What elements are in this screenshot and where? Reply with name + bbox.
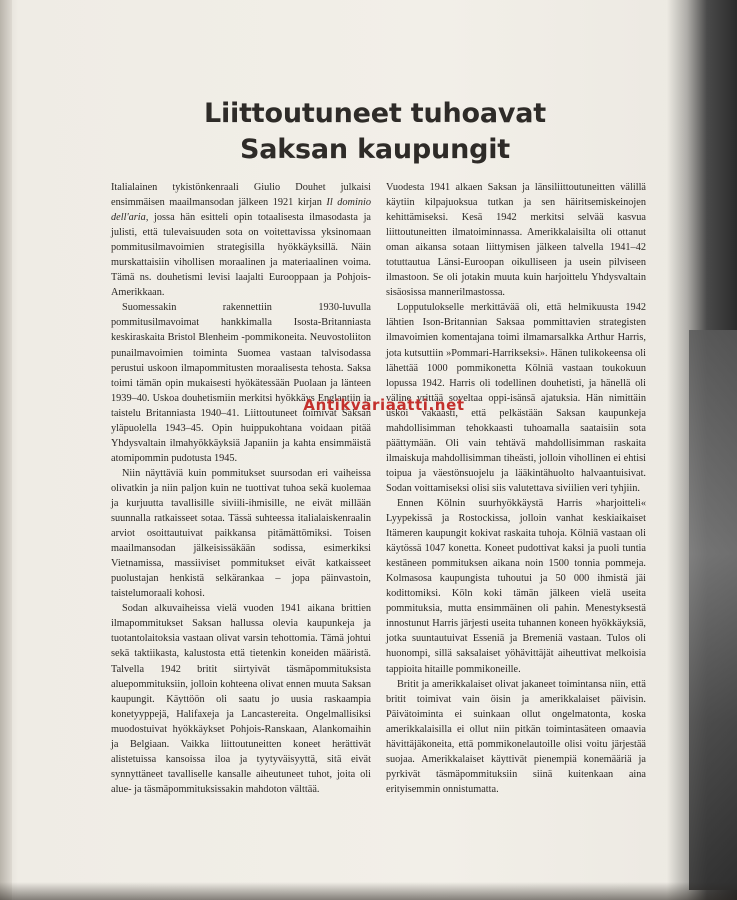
adjacent-page-edge: [667, 0, 737, 900]
right-paragraph-2: Lopputulokselle merkittävää oli, että helmikuusta 1942 lähtien Ison-Britannian Saksaa pommittavien strategisten ilmavoimien komentajana toimi ilmamarsalkka Arthur Harris, jota kutsuttiin »Pommari-Harrikseksi». Hänen tulikokeensa oli lähettää 1000 pommikonetta Kölniä vastaan toukokuun lopussa 1942. Harris oli todellinen douhetisti, ja hänellä oli väline yrittää soveltaa oppi-isänsä ajatuksia. Hän nimittäin uskoi vakaasti, että pelkästään Saksan kaupunkeja mahdollisimman tehokkaasti tuhoamalla saataisiin sota päättymään. Oli vain tehtävä mahdollisimman raskaita ilmaiskuja mahdollisimman tiheästi, jolloin vihollinen ei ehtisi toipua ja väestönsuojelu ja lääkintähuolto halvaantuisivat. Sodan voittamiseksi olisi siis valutettava siviilien veri tyhjiin.: [386, 302, 646, 494]
adjacent-photo: [689, 330, 737, 890]
left-paragraph-2: Suomessakin rakennettiin 1930-luvulla pommitusilmavoimat hankkimalla Isosta-Britanniasta keskiraskaita Bristol Blenheim -pommikoneita. Neuvostoliiton punailmavoimien toiminta Suomea vastaan talvisodassa perustui uskoon ilmapommitusten moraalisesta tehosta. Saksa toimi tämän opin mukaisesti hyökätessään Puolaan ja länteen 1939–40. Uskoa douhetismiin merkitsi hyökkäys Englantiin ja taistelu Britanniasta 1940–41. Liittoutuneet toimivat Saksan yläpuolella 1943–45. Opin huippukohtana voidaan pitää Yhdysvaltain ilmahyökkäyksiä Japaniin ja kahta ensimmäistä atomipommin pudotusta 1945.: [111, 302, 371, 464]
left-p1-text-a: Italialainen tykistönkenraali Giulio Douhet julkaisi ensimmäisen maailmansodan jälkeen 1921 kirjan: [111, 182, 371, 209]
page-gutter: [0, 0, 12, 900]
book-title-italic: Il dominio dell'aria: [111, 197, 371, 224]
title-line-2: Saksan kaupungit: [240, 134, 510, 165]
right-paragraph-1: Vuodesta 1941 alkaen Saksan ja länsiliittoutuneitten välillä käytiin kilpajuoksua tutkan ja sen häiritsemiskeinojen kehittämiseksi. Kesä 1942 merkitsi selvää kasvua liittoutuneitten ilmatoiminnassa. Amerikkalaisilta oli ottanut oman aikansa sotaan liittymisen jälkeen talvella 1941–42 totuttautua Länsi-Euroopan oikulliseen ja usein pilviseen ilmastoon. Se oli jotakin muuta kuin harjoittelu Yhdysvaltain sisäosissa mannerilmastossa.: [386, 182, 646, 299]
left-p1-text-b: , jossa hän esitteli opin totaalisesta ilmasodasta ja julisti, että tulevaisuuden sota on voitettavissa yksinomaan pommitusilmavoimien strategisilla hyökkäyksillä. Näin murskattaisiin vihollisen moraalinen ja materiaalinen voima. Tämä ns. douhetismi levisi laajalti Eurooppaan ja Pohjois-Amerikkaan.: [111, 212, 371, 299]
left-paragraph-1: [111, 180, 371, 300]
bottom-shadow: [0, 882, 737, 900]
right-paragraph-3: Ennen Kölnin suurhyökkäystä Harris »harjoitteli« Lyypekissä ja Rostockissa, jolloin vanhat keskiaikaiset Itämeren kaupungit kokivat raskaita tuhoja. Kölniä vastaan oli käytössä 1047 konetta. Koneet pudottivat kaksi ja puoli tuntia kestäneen pommituksen aikana noin 1500 tonnia pommeja. Kolmasosa kaupungista tuhoutui ja 50 000 ihmistä jäi kodittomiksi. Köln koki tämän jälkeen vielä useita pommituksia, mutta ensimmäinen oli pahin. Menestyksestä innostunut Harris järjesti useita tuhannen koneen hyökkäyksiä, jotka suuntautuivat Esseniä ja Bremeniä vastaan. Tulos oli huonompi, sillä saksalaiset yöhävittäjät aiheuttivat melkoisia tappioita hitaille pommikoneille.: [386, 497, 646, 675]
left-paragraph-3: Niin näyttäviä kuin pommitukset suursodan eri vaiheissa olivatkin ja niin paljon kuin ne tuottivat tuhoa sekä kuolemaa ja kurjuutta tavallisille siviili-ihmisille, ne eivät millään suunnalla ratkaisseet sotaa. Tässä suhteessa italialaiskenraalin arviot osoittautuivat paikkansa pitämättömiksi. Toisen maailmansodan jälkeisissäkään sodissa, esimerkiksi Vietnamissa, massiiviset pommitukset eivät katkaisseet puolustajan henkistä selkärankaa – jopa päinvastoin, taistelumoraali kohosi.: [111, 467, 371, 600]
left-column: [111, 180, 371, 797]
watermark: Antikvariaatti.net: [303, 396, 465, 414]
title-line-1: Liittoutuneet tuhoavat: [203, 98, 547, 129]
right-paragraph-4: Britit ja amerikkalaiset olivat jakaneet toimintansa niin, että britit toimivat vain öisin ja amerikkalaiset päivisin. Päivätoiminta ei suinkaan ollut ongelmatonta, koska amerikkalaisilla ei ollut niin pitkän toimintasäteen omaavia hävittäjäkoneita, että pommikonelautoille olisi voitu järjestää suojaa. Amerikkalaiset käyttivät pienempiä konemääriä ja pyrkivät täsmäpommituksiin siinä kuitenkaan aina erityisemmin onnistumatta.: [386, 678, 646, 795]
right-column: [386, 180, 646, 797]
left-paragraph-4: Sodan alkuvaiheissa vielä vuoden 1941 aikana brittien ilmapommitukset Saksan hallussa olevia kaupunkeja ja tuotantolaitoksia vastaan olivat varsin tehottomia. Tämä johtui sekä taktiikasta, kalustosta että tietenkin koneiden määristä. Talvella 1942 britit siirtyivät täsmäpommituksista aluepommituksiin, jolloin kohteena olivat ennen muuta Saksan kaupungit. Käyttöön oli saatu jo uusia raskaampia konetyyppejä, Halifaxeja ja Lancastereita. Ongelmallisiksi muodostuivat hyökkäykset Pohjois-Ranskaan, Alankomaihin ja Belgiaan. Vaikka liittoutuneitten koneet herättivät alistetuissa kansoissa iloa ja tyytyväisyyttä, sitä eivät synnyttäneet tavalliselle kansalle aiheutuneet tuhot, joita oli alue- ja täsmäpommituksissakin mahdoton välttää.: [111, 603, 371, 795]
article-title: [140, 96, 610, 168]
